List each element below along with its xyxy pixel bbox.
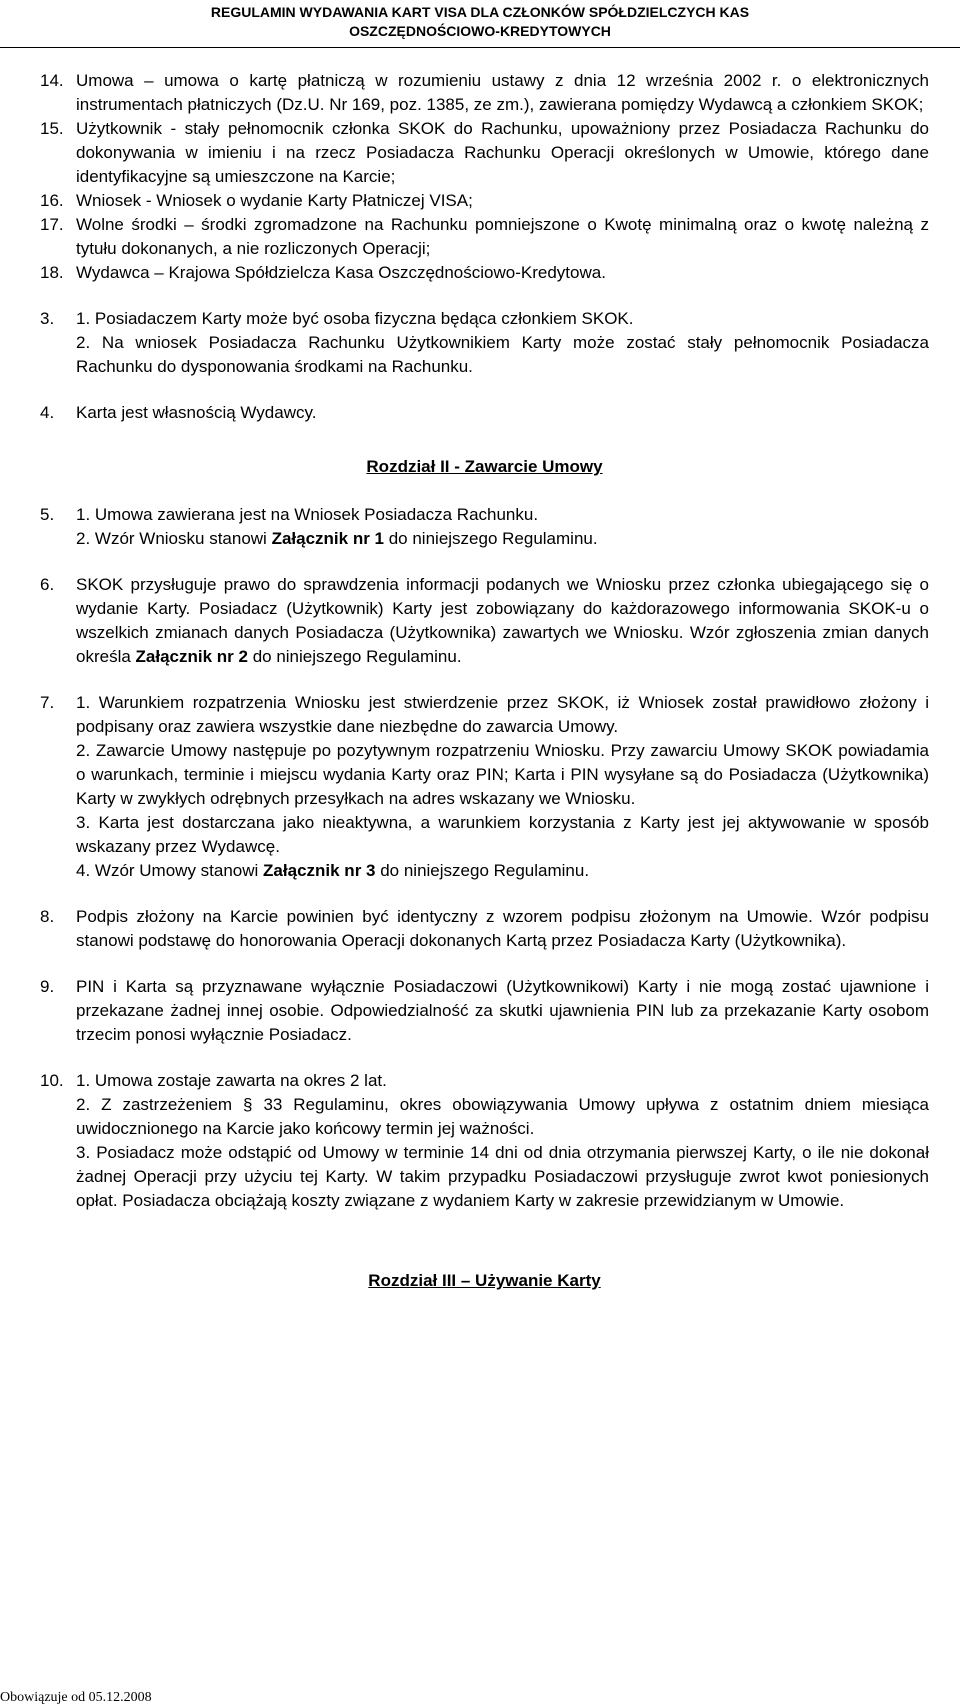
section-7-para-3: 3. Karta jest dostarczana jako nieaktywna, a warunkiem korzystania z Karty jest jej aktywowanie w sposób wskazany przez Wydawcę.: [76, 813, 929, 856]
section-9: [40, 975, 929, 1047]
attachment-ref: Załącznik nr 2: [135, 647, 248, 666]
chapter-2-heading: Rozdział II - Zawarcie Umowy: [366, 457, 603, 476]
definition-item: [40, 117, 929, 189]
section-number: 6.: [40, 575, 55, 594]
definition-text: Wolne środki – środki zgromadzone na Rachunku pomniejszone o Kwotę minimalną oraz o kwotę należną z tytułu dokonanych, a nie rozliczonych Operacji;: [76, 215, 929, 258]
definition-item: [40, 189, 929, 213]
section-number: 8.: [40, 907, 55, 926]
section-number: 7.: [40, 693, 55, 712]
definition-item: [40, 69, 929, 117]
definition-number: 16.: [40, 191, 64, 210]
section-number: 4.: [40, 403, 55, 422]
section-3: [40, 307, 929, 379]
definition-number: 15.: [40, 119, 64, 138]
section-number: 5.: [40, 505, 55, 524]
section-7-para-2: 2. Zawarcie Umowy następuje po pozytywnym rozpatrzeniu Wniosku. Przy zawarciu Umowy SKOK powiadamia o warunkach, terminie i miejscu wydania Karty oraz PIN; Karta i PIN wysyłane są do Posiadacza (Użytkownika) Karty w zwykłych odrębnych przesyłkach na adres wskazany we Wniosku.: [76, 741, 929, 808]
section-5: [40, 503, 929, 551]
definitions-list: [40, 69, 929, 285]
section-number: 3.: [40, 309, 55, 328]
section-5-para-2: 2. Wzór Wniosku stanowi Załącznik nr 1 do niniejszego Regulaminu.: [76, 529, 598, 548]
section-number: 10.: [40, 1071, 64, 1090]
section-8: [40, 905, 929, 953]
section-7-para-1: 1. Warunkiem rozpatrzenia Wniosku jest stwierdzenie przez SKOK, iż Wniosek został prawidłowo złożony i podpisany oraz zawiera wszystkie dane niezbędne do zawarcia Umowy.: [76, 693, 929, 736]
section-10-para-3: 3. Posiadacz może odstąpić od Umowy w terminie 14 dni od dnia otrzymania pierwszej Karty, o ile nie dokonał żadnej Operacji przy użyciu tej Karty. W takim przypadku Posiadaczowi przysługuje zwrot kwot poniesionych opłat. Posiadacza obciążają koszty związane z wydaniem Karty w zakresie przewidzianym w Umowie.: [76, 1143, 929, 1210]
definition-number: 17.: [40, 215, 64, 234]
section-6-text: SKOK przysługuje prawo do sprawdzenia informacji podanych we Wniosku przez członka ubiegającego się o wydanie Karty. Posiadacz (Użytkownik) Karty jest zobowiązany do każdorazowego informowania SKOK-u o wszelkich zmianach danych Posiadacza (Użytkownika) zawartych we Wniosku. Wzór zgłoszenia zmian danych określa Załącznik nr 2 do niniejszego Regulaminu.: [76, 575, 929, 666]
header-title-line2: OSZCZĘDNOŚCIOWO-KREDYTOWYCH: [349, 23, 611, 39]
chapter-3-heading: Rozdział III – Używanie Karty: [368, 1271, 601, 1290]
section-10: [40, 1069, 929, 1213]
definition-text: Wydawca – Krajowa Spółdzielcza Kasa Oszczędnościowo-Kredytowa.: [76, 263, 606, 282]
header-title-line1: REGULAMIN WYDAWANIA KART VISA DLA CZŁONKÓW SPÓŁDZIELCZYCH KAS: [210, 4, 750, 20]
section-3-para-2: 2. Na wniosek Posiadacza Rachunku Użytkownikiem Karty może zostać stały pełnomocnik Posiadacza Rachunku do dysponowania środkami na Rachunku.: [76, 333, 929, 376]
attachment-ref: Załącznik nr 1: [271, 529, 384, 548]
section-3-para-1: 1. Posiadaczem Karty może być osoba fizyczna będąca członkiem SKOK.: [76, 309, 634, 328]
section-8-text: Podpis złożony na Karcie powinien być identyczny z wzorem podpisu złożonym na Umowie. Wzór podpisu stanowi podstawę do honorowania Operacji dokonanych Kartą przez Posiadacza Karty (Użytkownika).: [76, 907, 929, 950]
section-10-para-2: 2. Z zastrzeżeniem § 33 Regulaminu, okres obowiązywania Umowy upływa z ostatnim dniem miesiąca uwidocznionego na Karcie jako końcowy termin jej ważności.: [76, 1095, 929, 1138]
definition-item: [40, 261, 929, 285]
definition-item: [40, 213, 929, 261]
definition-text: Wniosek - Wniosek o wydanie Karty Płatniczej VISA;: [76, 191, 473, 210]
section-4-text: Karta jest własnością Wydawcy.: [76, 403, 317, 422]
section-7: [40, 691, 929, 883]
section-9-text: PIN i Karta są przyznawane wyłącznie Posiadaczowi (Użytkownikowi) Karty i nie mogą zostać ujawnione i przekazane żadnej innej osobie. Odpowiedzialność za skutki ujawnienia PIN lub za przekazanie Karty osobom trzecim ponosi wyłącznie Posiadacz.: [76, 977, 929, 1044]
footer-effective-date: Obowiązuje od 05.12.2008: [0, 1690, 152, 1705]
definition-text: Użytkownik - stały pełnomocnik członka SKOK do Rachunku, upoważniony przez Posiadacza Rachunku do dokonywania w imieniu i na rzecz Posiadacza Rachunku Operacji określonych w Umowie, którego dane identyfikacyjne są umieszczone na Karcie;: [76, 119, 929, 186]
section-10-para-1: 1. Umowa zostaje zawarta na okres 2 lat.: [76, 1071, 387, 1090]
section-5-para-1: 1. Umowa zawierana jest na Wniosek Posiadacza Rachunku.: [76, 505, 539, 524]
document-header: [0, 0, 960, 48]
definition-number: 18.: [40, 263, 64, 282]
attachment-ref: Załącznik nr 3: [263, 861, 376, 880]
definition-text: Umowa – umowa o kartę płatniczą w rozumieniu ustawy z dnia 12 września 2002 r. o elektronicznych instrumentach płatniczych (Dz.U. Nr 169, poz. 1385, ze zm.), zawierana pomiędzy Wydawcą a członkiem SKOK;: [76, 71, 929, 114]
section-7-para-4: 4. Wzór Umowy stanowi Załącznik nr 3 do niniejszego Regulaminu.: [76, 861, 590, 880]
section-number: 9.: [40, 977, 55, 996]
section-6: [40, 573, 929, 669]
document-body: [40, 69, 929, 1293]
section-4: [40, 401, 929, 425]
definition-number: 14.: [40, 71, 64, 90]
